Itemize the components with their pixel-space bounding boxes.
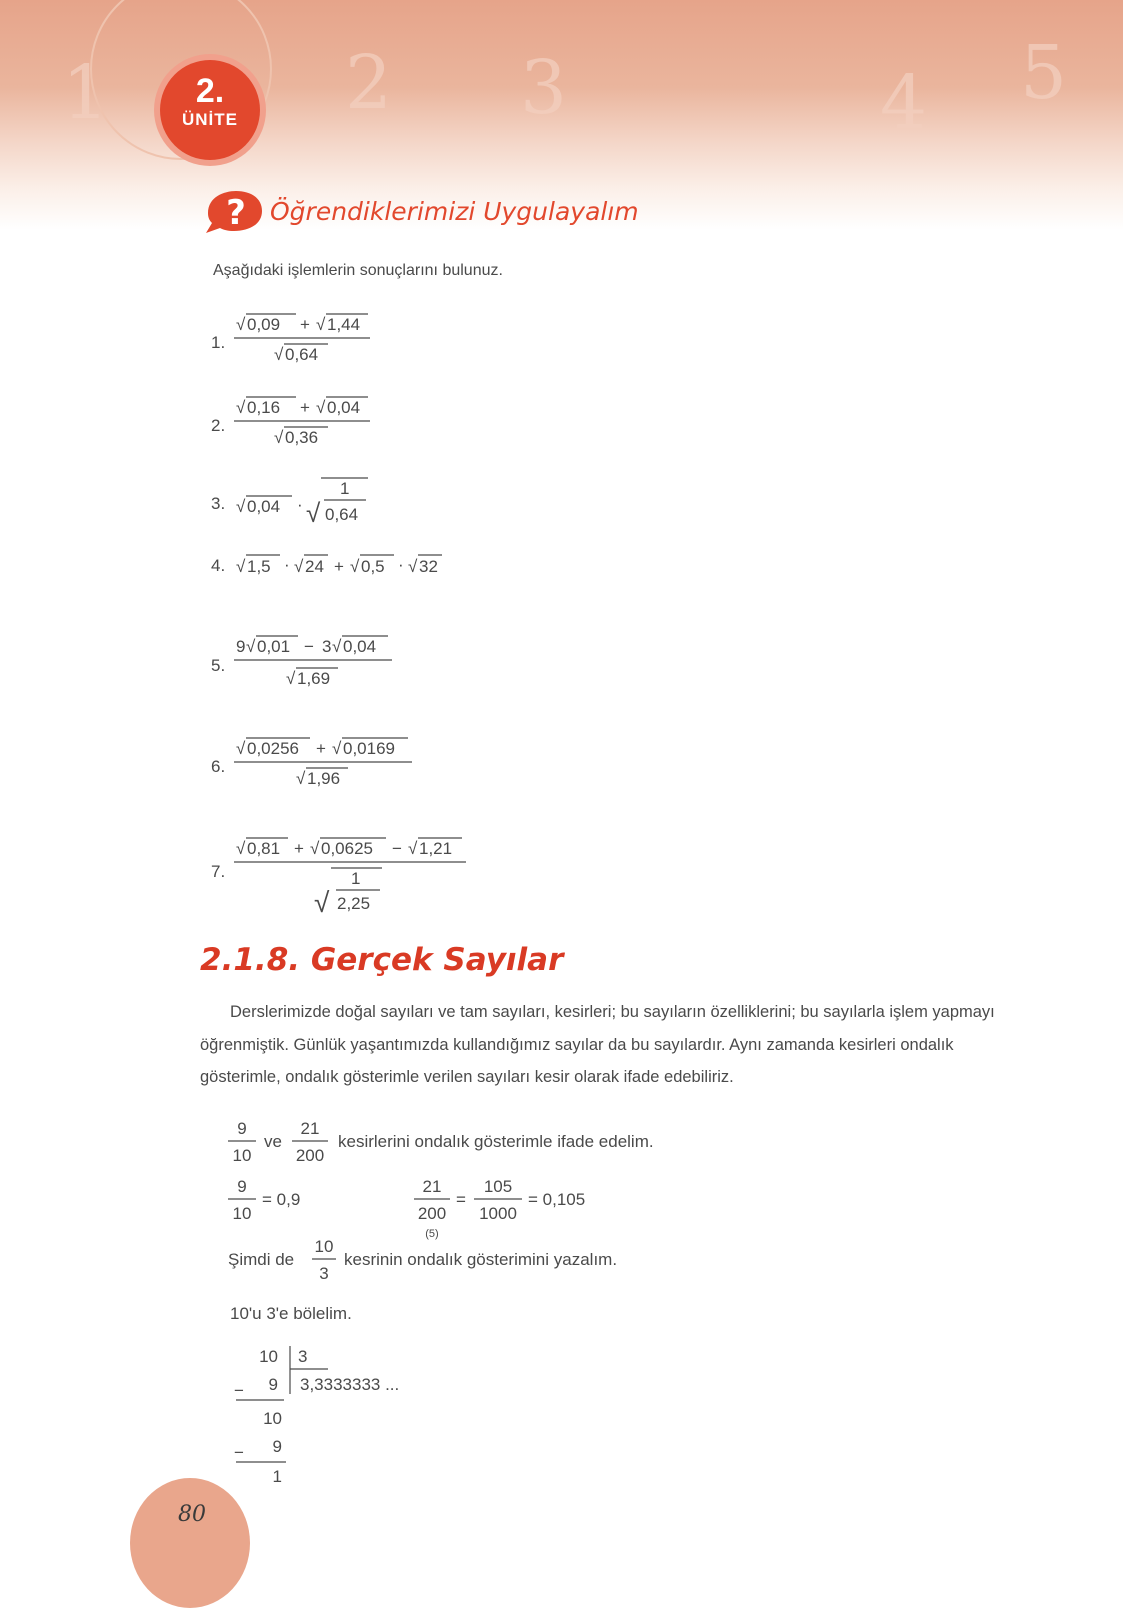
divisor: 3 <box>298 1347 308 1366</box>
radical-sign: √ <box>314 887 330 918</box>
radical-sign: √ <box>332 637 342 656</box>
radicand: 1,96 <box>307 769 341 788</box>
conjunction-ve: ve <box>264 1132 282 1151</box>
radicand: 32 <box>419 557 438 576</box>
radical-sign: √ <box>332 739 342 758</box>
background-digit-4: 4 <box>880 60 928 146</box>
division-instruction: 10'u 3'e bölelim. <box>230 1304 352 1323</box>
radicand: 24 <box>305 557 324 576</box>
equals-sign: = <box>456 1190 466 1209</box>
plus-sign: + <box>316 739 326 758</box>
exercise-heading: Öğrendiklerimizi Uygulayalım <box>270 197 639 226</box>
radical-sign: √ <box>294 557 304 576</box>
fraction-denominator: 10 <box>232 1204 252 1223</box>
subtrahend: 9 <box>268 1375 278 1394</box>
radicand: 1,21 <box>419 839 453 858</box>
radicand: 0,04 <box>327 398 361 417</box>
radical-sign: √ <box>310 839 320 858</box>
radical-sign: √ <box>408 839 418 858</box>
plus-sign: + <box>334 557 344 576</box>
radicand: 0,01 <box>257 637 291 656</box>
fraction-denominator: 1000 <box>479 1204 517 1223</box>
fraction-denominator: 3 <box>319 1264 329 1283</box>
coefficient: 9 <box>236 637 246 656</box>
radical-sign: √ <box>236 315 246 334</box>
radicand: 0,0169 <box>343 739 395 758</box>
fraction-numerator: 1 <box>340 479 350 498</box>
radical-sign: √ <box>236 557 246 576</box>
background-digit-1: 1 <box>62 50 110 136</box>
exercise-3-formula <box>234 476 384 536</box>
dividend: 10 <box>259 1347 278 1366</box>
section-paragraph <box>200 996 1020 1094</box>
minus-sign: − <box>234 1443 244 1462</box>
fraction-numerator: 10 <box>314 1237 334 1256</box>
radicand: 1,5 <box>247 557 271 576</box>
coefficient: 3 <box>322 637 332 656</box>
svg-text:?: ? <box>226 193 246 233</box>
radical-sign: √ <box>350 557 360 576</box>
fraction-denominator: 200 <box>417 1204 447 1223</box>
background-digit-2: 2 <box>345 40 393 126</box>
radicand: 0,0625 <box>321 839 373 858</box>
unit-badge <box>160 60 260 160</box>
radical-sign: √ <box>236 398 246 417</box>
exercise-1-number: 1. <box>211 333 226 352</box>
radicand: 1,44 <box>327 315 361 334</box>
plus-sign: + <box>300 398 310 417</box>
background-digit-5: 5 <box>1020 30 1068 116</box>
minus-sign: − <box>304 637 314 656</box>
result-text: = 0,9 <box>262 1190 301 1209</box>
radical-sign: √ <box>274 428 284 447</box>
radicand: 0,16 <box>247 398 281 417</box>
minus-sign: − <box>234 1381 244 1400</box>
dot-operator: · <box>297 495 303 514</box>
minus-sign: − <box>392 839 402 858</box>
radical-sign: √ <box>236 839 246 858</box>
radicand: 0,0256 <box>247 739 299 758</box>
radical-sign: √ <box>246 637 256 656</box>
radical-sign: √ <box>274 345 284 364</box>
dot-operator: · <box>284 555 290 574</box>
subtrahend: 9 <box>272 1437 282 1456</box>
fractions-line-3 <box>228 1232 688 1288</box>
exercise-instruction: Aşağıdaki işlemlerin sonuçlarını bulunuz. <box>213 262 503 279</box>
line-text: kesrinin ondalık gösterimini yazalım. <box>344 1250 618 1269</box>
radicand: 0,36 <box>285 428 319 447</box>
fraction-numerator: 21 <box>300 1119 320 1138</box>
page-number-badge <box>130 1478 250 1608</box>
radical-sign: √ <box>306 498 321 528</box>
exercise-4-number: 4. <box>211 556 226 575</box>
radicand: 0,64 <box>285 345 319 364</box>
exercise-6-formula <box>234 734 424 796</box>
radical-sign: √ <box>236 497 246 516</box>
exercise-4-formula <box>234 548 464 578</box>
fraction-numerator: 9 <box>237 1119 247 1138</box>
fraction-numerator: 21 <box>422 1177 442 1196</box>
exercise-1-formula <box>234 310 384 370</box>
background-digit-3: 3 <box>520 45 568 131</box>
radical-sign: √ <box>296 769 306 788</box>
fractions-line-1 <box>228 1114 748 1170</box>
expansion-factor: (5) <box>425 1228 439 1240</box>
fraction-denominator: 2,25 <box>337 894 371 913</box>
page-number: 80 <box>178 1502 206 1527</box>
fraction-denominator: 200 <box>295 1146 325 1165</box>
section-title: 2.1.8. Gerçek Sayılar <box>200 942 564 978</box>
radical-sign: √ <box>408 557 418 576</box>
unit-number: 2. <box>195 72 225 110</box>
fraction-denominator: 0,64 <box>325 505 359 524</box>
radical-sign: √ <box>236 739 246 758</box>
fraction-numerator: 9 <box>237 1177 247 1196</box>
exercise-5-number: 5. <box>211 656 226 675</box>
fraction-numerator: 1 <box>351 869 361 888</box>
radicand: 1,69 <box>297 669 331 688</box>
line-text: kesirlerini ondalık gösterimle ifade edelim. <box>338 1132 654 1151</box>
fraction-numerator: 105 <box>483 1177 513 1196</box>
radicand: 0,81 <box>247 839 281 858</box>
exercise-7-number: 7. <box>211 862 226 881</box>
radicand: 0,04 <box>343 637 377 656</box>
remainder: 10 <box>263 1409 282 1428</box>
question-bubble-icon <box>200 189 266 235</box>
radical-sign: √ <box>316 315 326 334</box>
exercise-3-number: 3. <box>211 494 226 513</box>
fraction-denominator: 10 <box>232 1146 252 1165</box>
radicand: 0,04 <box>247 497 281 516</box>
exercise-6-number: 6. <box>211 757 226 776</box>
result-text: = 0,105 <box>528 1190 586 1209</box>
long-division <box>228 1344 448 1494</box>
radicand: 0,5 <box>361 557 385 576</box>
exercise-2-formula <box>234 393 384 453</box>
remainder: 1 <box>272 1467 282 1486</box>
dot-operator: · <box>398 555 404 574</box>
exercise-7-formula <box>234 834 484 920</box>
radical-sign: √ <box>316 398 326 417</box>
radical-sign: √ <box>286 669 296 688</box>
plus-sign: + <box>300 315 310 334</box>
quotient: 3,3333333 ... <box>300 1375 400 1394</box>
unit-label: ÜNİTE <box>182 110 238 129</box>
line-text: Şimdi de <box>228 1250 295 1269</box>
paragraph-text: Derslerimizde doğal sayıları ve tam sayıları, kesirleri; bu sayıların özelliklerini; bu sayılarla işlem yapmayı öğrenmiştik. Günlük yaşantımızda kullandığımız sayılar da bu sayılardır. Aynı zamanda kesirleri ondalık gösterimle, ondalık gösterimle verilen sayıları kesir olarak ifade edebiliriz. <box>200 1003 995 1086</box>
plus-sign: + <box>294 839 304 858</box>
radicand: 0,09 <box>247 315 281 334</box>
exercise-2-number: 2. <box>211 416 226 435</box>
exercise-5-formula <box>234 632 414 694</box>
